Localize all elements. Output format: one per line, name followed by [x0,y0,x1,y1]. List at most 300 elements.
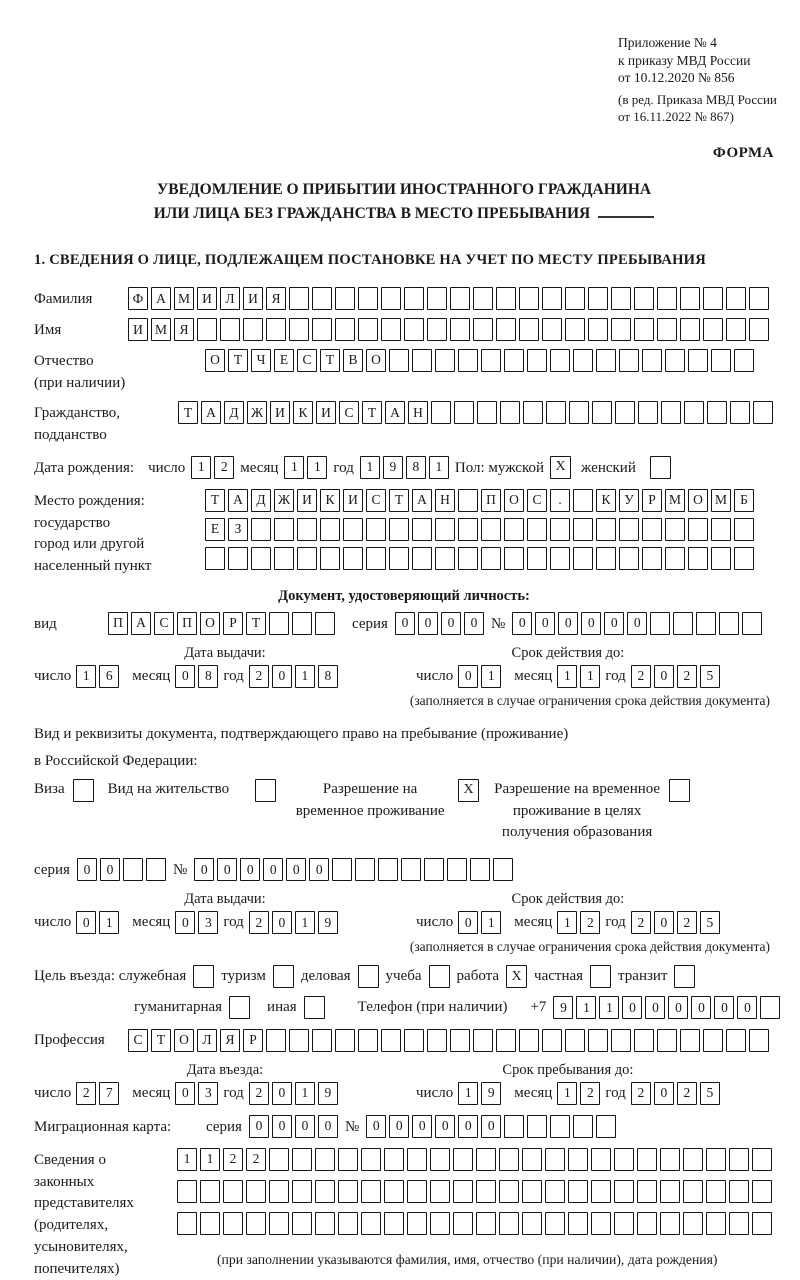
char-box[interactable]: 0 [100,858,120,881]
char-box[interactable] [730,401,750,424]
char-box[interactable]: Т [228,349,248,372]
char-box[interactable]: 1 [200,1148,220,1171]
char-box[interactable]: А [385,401,405,424]
char-box[interactable]: 3 [198,1082,218,1105]
char-box[interactable]: 0 [737,996,757,1019]
char-box[interactable]: 1 [557,1082,577,1105]
char-box[interactable] [450,287,470,310]
char-box[interactable] [660,1180,680,1203]
char-box[interactable] [404,318,424,341]
char-box[interactable]: 7 [99,1082,119,1105]
char-box[interactable]: К [596,489,616,512]
char-box[interactable] [711,349,731,372]
char-box[interactable]: 1 [458,1082,478,1105]
char-box[interactable]: О [504,489,524,512]
char-box[interactable] [458,349,478,372]
char-box[interactable] [565,318,585,341]
char-box[interactable]: М [711,489,731,512]
char-box[interactable] [596,518,616,541]
char-box[interactable] [427,287,447,310]
sex-female-checkbox[interactable] [650,456,671,479]
char-box[interactable] [274,518,294,541]
char-box[interactable] [453,1180,473,1203]
char-box[interactable] [499,1148,519,1171]
char-box[interactable]: 5 [700,1082,720,1105]
char-box[interactable] [519,318,539,341]
char-box[interactable] [614,1212,634,1235]
char-box[interactable] [297,547,317,570]
char-box[interactable]: С [527,489,547,512]
char-box[interactable] [749,1029,769,1052]
char-box[interactable] [427,1029,447,1052]
char-box[interactable] [619,547,639,570]
char-box[interactable] [361,1212,381,1235]
char-box[interactable]: М [151,318,171,341]
char-box[interactable]: Ж [274,489,294,512]
char-box[interactable]: 1 [599,996,619,1019]
char-box[interactable] [476,1180,496,1203]
char-box[interactable] [435,547,455,570]
char-box[interactable] [493,858,513,881]
char-box[interactable] [519,287,539,310]
char-box[interactable] [642,518,662,541]
char-box[interactable]: 6 [99,665,119,688]
char-box[interactable] [611,287,631,310]
purpose-humanitarian-checkbox[interactable] [229,996,250,1019]
char-box[interactable]: 0 [458,665,478,688]
char-box[interactable]: 2 [631,911,651,934]
char-box[interactable]: М [174,287,194,310]
char-box[interactable] [504,518,524,541]
char-box[interactable] [453,1212,473,1235]
char-box[interactable] [573,518,593,541]
char-box[interactable] [688,518,708,541]
char-box[interactable]: 2 [580,1082,600,1105]
char-box[interactable] [384,1180,404,1203]
char-box[interactable] [269,1180,289,1203]
char-box[interactable]: 1 [557,911,577,934]
char-box[interactable]: Я [174,318,194,341]
char-box[interactable]: К [293,401,313,424]
char-box[interactable] [591,1180,611,1203]
char-box[interactable]: Б [734,489,754,512]
char-box[interactable] [289,318,309,341]
char-box[interactable] [381,318,401,341]
purpose-tourism-checkbox[interactable] [273,965,294,988]
char-box[interactable] [312,1029,332,1052]
char-box[interactable]: 0 [249,1115,269,1138]
char-box[interactable] [320,547,340,570]
char-box[interactable] [729,1180,749,1203]
char-box[interactable]: 1 [557,665,577,688]
char-box[interactable]: С [128,1029,148,1052]
char-box[interactable] [269,1148,289,1171]
char-box[interactable]: 0 [604,612,624,635]
char-box[interactable]: 0 [263,858,283,881]
char-box[interactable] [749,287,769,310]
char-box[interactable] [688,547,708,570]
char-box[interactable] [642,547,662,570]
char-box[interactable]: 0 [441,612,461,635]
char-box[interactable]: 8 [198,665,218,688]
char-box[interactable] [389,518,409,541]
char-box[interactable] [634,1029,654,1052]
char-box[interactable] [366,518,386,541]
char-box[interactable] [734,518,754,541]
char-box[interactable]: 3 [198,911,218,934]
char-box[interactable] [223,1212,243,1235]
char-box[interactable]: А [228,489,248,512]
char-box[interactable] [389,547,409,570]
char-box[interactable] [335,287,355,310]
char-box[interactable]: С [366,489,386,512]
char-box[interactable] [522,1212,542,1235]
char-box[interactable]: П [108,612,128,635]
char-box[interactable] [251,518,271,541]
char-box[interactable] [458,547,478,570]
char-box[interactable] [504,1115,524,1138]
visa-checkbox[interactable] [73,779,94,802]
char-box[interactable] [269,1212,289,1235]
char-box[interactable]: Ф [128,287,148,310]
char-box[interactable] [200,1180,220,1203]
char-box[interactable]: 1 [191,456,211,479]
char-box[interactable] [412,547,432,570]
char-box[interactable]: 0 [309,858,329,881]
char-box[interactable] [726,287,746,310]
char-box[interactable]: 0 [691,996,711,1019]
char-box[interactable] [427,318,447,341]
char-box[interactable] [335,318,355,341]
residence-permit-checkbox[interactable] [255,779,276,802]
char-box[interactable] [527,1115,547,1138]
char-box[interactable] [384,1148,404,1171]
char-box[interactable] [719,612,739,635]
char-box[interactable] [499,1180,519,1203]
char-box[interactable]: 2 [246,1148,266,1171]
char-box[interactable] [742,612,762,635]
char-box[interactable]: 8 [318,665,338,688]
char-box[interactable] [542,318,562,341]
char-box[interactable] [473,287,493,310]
char-box[interactable]: 1 [295,1082,315,1105]
char-box[interactable]: 0 [668,996,688,1019]
char-box[interactable] [591,1212,611,1235]
char-box[interactable] [292,1148,312,1171]
char-box[interactable]: М [665,489,685,512]
char-box[interactable]: 0 [272,1115,292,1138]
char-box[interactable]: 0 [272,1082,292,1105]
char-box[interactable]: 0 [435,1115,455,1138]
char-box[interactable] [246,1212,266,1235]
char-box[interactable]: 1 [580,665,600,688]
char-box[interactable]: 1 [429,456,449,479]
char-box[interactable]: Н [435,489,455,512]
char-box[interactable] [499,1212,519,1235]
char-box[interactable] [481,518,501,541]
char-box[interactable]: 0 [175,911,195,934]
char-box[interactable] [634,318,654,341]
char-box[interactable] [573,547,593,570]
char-box[interactable]: 0 [458,911,478,934]
char-box[interactable] [366,547,386,570]
char-box[interactable]: О [366,349,386,372]
char-box[interactable]: 1 [307,456,327,479]
char-box[interactable]: 0 [512,612,532,635]
char-box[interactable]: А [151,287,171,310]
char-box[interactable] [435,349,455,372]
char-box[interactable]: 0 [175,1082,195,1105]
char-box[interactable] [424,858,444,881]
char-box[interactable]: 5 [700,665,720,688]
char-box[interactable] [568,1148,588,1171]
purpose-other-checkbox[interactable] [304,996,325,1019]
char-box[interactable] [596,547,616,570]
char-box[interactable] [177,1212,197,1235]
char-box[interactable]: З [228,518,248,541]
char-box[interactable] [430,1148,450,1171]
edu-residence-checkbox[interactable] [669,779,690,802]
char-box[interactable]: Д [224,401,244,424]
purpose-official-checkbox[interactable] [193,965,214,988]
char-box[interactable]: Е [205,518,225,541]
char-box[interactable]: 0 [645,996,665,1019]
char-box[interactable]: И [316,401,336,424]
char-box[interactable] [726,318,746,341]
char-box[interactable]: Т [178,401,198,424]
purpose-business-checkbox[interactable] [358,965,379,988]
char-box[interactable] [726,1029,746,1052]
char-box[interactable] [688,349,708,372]
char-box[interactable]: 1 [177,1148,197,1171]
char-box[interactable] [269,612,289,635]
char-box[interactable] [680,318,700,341]
char-box[interactable] [458,518,478,541]
char-box[interactable]: 0 [286,858,306,881]
char-box[interactable] [430,1212,450,1235]
char-box[interactable]: 0 [627,612,647,635]
char-box[interactable]: 9 [318,1082,338,1105]
char-box[interactable]: 1 [481,665,501,688]
char-box[interactable]: 1 [295,665,315,688]
char-box[interactable] [696,612,716,635]
char-box[interactable] [753,401,773,424]
char-box[interactable]: 0 [240,858,260,881]
char-box[interactable]: 9 [318,911,338,934]
char-box[interactable] [550,349,570,372]
char-box[interactable]: 2 [677,911,697,934]
char-box[interactable] [683,1212,703,1235]
char-box[interactable] [473,318,493,341]
char-box[interactable] [315,1180,335,1203]
char-box[interactable] [361,1148,381,1171]
char-box[interactable]: О [200,612,220,635]
char-box[interactable] [711,518,731,541]
char-box[interactable] [637,1212,657,1235]
char-box[interactable] [384,1212,404,1235]
char-box[interactable] [588,1029,608,1052]
char-box[interactable]: 2 [677,1082,697,1105]
char-box[interactable]: Т [362,401,382,424]
char-box[interactable]: Т [151,1029,171,1052]
char-box[interactable] [292,1212,312,1235]
char-box[interactable] [470,858,490,881]
char-box[interactable] [565,1029,585,1052]
char-box[interactable]: О [205,349,225,372]
char-box[interactable] [481,349,501,372]
char-box[interactable] [223,1180,243,1203]
char-box[interactable]: 0 [366,1115,386,1138]
char-box[interactable] [611,1029,631,1052]
char-box[interactable] [527,518,547,541]
char-box[interactable]: 2 [677,665,697,688]
char-box[interactable] [660,1148,680,1171]
char-box[interactable]: 5 [700,911,720,934]
char-box[interactable] [404,1029,424,1052]
char-box[interactable]: 1 [481,911,501,934]
char-box[interactable]: 8 [406,456,426,479]
char-box[interactable] [615,401,635,424]
char-box[interactable] [481,547,501,570]
char-box[interactable]: У [619,489,639,512]
char-box[interactable] [312,318,332,341]
char-box[interactable] [404,287,424,310]
char-box[interactable] [752,1180,772,1203]
char-box[interactable]: Ж [247,401,267,424]
char-box[interactable] [412,518,432,541]
char-box[interactable] [657,318,677,341]
char-box[interactable]: А [201,401,221,424]
char-box[interactable]: И [297,489,317,512]
char-box[interactable]: 0 [558,612,578,635]
char-box[interactable]: Р [243,1029,263,1052]
char-box[interactable] [706,1180,726,1203]
char-box[interactable] [760,996,780,1019]
char-box[interactable] [504,349,524,372]
char-box[interactable] [637,1148,657,1171]
char-box[interactable] [568,1180,588,1203]
char-box[interactable] [315,1212,335,1235]
char-box[interactable]: 0 [77,858,97,881]
char-box[interactable] [381,1029,401,1052]
char-box[interactable] [343,518,363,541]
char-box[interactable] [527,349,547,372]
char-box[interactable]: Я [266,287,286,310]
char-box[interactable] [504,547,524,570]
char-box[interactable] [431,401,451,424]
char-box[interactable] [614,1148,634,1171]
char-box[interactable] [205,547,225,570]
char-box[interactable]: 1 [576,996,596,1019]
char-box[interactable] [592,401,612,424]
char-box[interactable] [389,349,409,372]
char-box[interactable] [401,858,421,881]
purpose-private-checkbox[interactable] [590,965,611,988]
char-box[interactable]: 0 [318,1115,338,1138]
char-box[interactable]: Д [251,489,271,512]
char-box[interactable] [568,1212,588,1235]
char-box[interactable]: В [343,349,363,372]
char-box[interactable] [378,858,398,881]
char-box[interactable]: 0 [395,612,415,635]
char-box[interactable] [665,518,685,541]
char-box[interactable] [545,1148,565,1171]
char-box[interactable] [734,349,754,372]
char-box[interactable] [200,1212,220,1235]
char-box[interactable]: Л [197,1029,217,1052]
char-box[interactable]: 0 [581,612,601,635]
char-box[interactable] [289,1029,309,1052]
char-box[interactable] [332,858,352,881]
purpose-work-checkbox[interactable]: X [506,965,527,988]
char-box[interactable] [343,547,363,570]
char-box[interactable] [500,401,520,424]
char-box[interactable]: 9 [383,456,403,479]
char-box[interactable]: Н [408,401,428,424]
char-box[interactable] [707,401,727,424]
char-box[interactable] [637,1180,657,1203]
char-box[interactable]: 1 [360,456,380,479]
char-box[interactable] [496,318,516,341]
char-box[interactable] [729,1212,749,1235]
char-box[interactable] [542,287,562,310]
char-box[interactable] [749,318,769,341]
char-box[interactable]: 0 [194,858,214,881]
char-box[interactable]: 2 [631,665,651,688]
char-box[interactable] [657,1029,677,1052]
char-box[interactable] [407,1212,427,1235]
char-box[interactable]: С [297,349,317,372]
sex-male-checkbox[interactable]: X [550,456,571,479]
char-box[interactable]: 2 [631,1082,651,1105]
char-box[interactable]: 2 [76,1082,96,1105]
char-box[interactable]: 2 [249,911,269,934]
char-box[interactable] [650,612,670,635]
char-box[interactable] [522,1180,542,1203]
char-box[interactable] [703,1029,723,1052]
char-box[interactable] [458,489,478,512]
char-box[interactable]: 2 [249,1082,269,1105]
char-box[interactable]: П [177,612,197,635]
char-box[interactable] [588,287,608,310]
char-box[interactable] [573,489,593,512]
char-box[interactable] [522,1148,542,1171]
char-box[interactable] [642,349,662,372]
char-box[interactable] [338,1180,358,1203]
char-box[interactable] [596,349,616,372]
char-box[interactable] [454,401,474,424]
char-box[interactable] [734,547,754,570]
char-box[interactable]: И [243,287,263,310]
purpose-study-checkbox[interactable] [429,965,450,988]
char-box[interactable] [412,349,432,372]
char-box[interactable]: Р [223,612,243,635]
char-box[interactable]: 0 [418,612,438,635]
char-box[interactable]: П [481,489,501,512]
char-box[interactable]: Е [274,349,294,372]
char-box[interactable]: 1 [295,911,315,934]
char-box[interactable]: И [343,489,363,512]
char-box[interactable] [661,401,681,424]
char-box[interactable] [407,1148,427,1171]
char-box[interactable]: 2 [249,665,269,688]
char-box[interactable]: 1 [99,911,119,934]
char-box[interactable]: 0 [622,996,642,1019]
char-box[interactable] [545,1180,565,1203]
char-box[interactable] [519,1029,539,1052]
char-box[interactable] [146,858,166,881]
char-box[interactable] [684,401,704,424]
